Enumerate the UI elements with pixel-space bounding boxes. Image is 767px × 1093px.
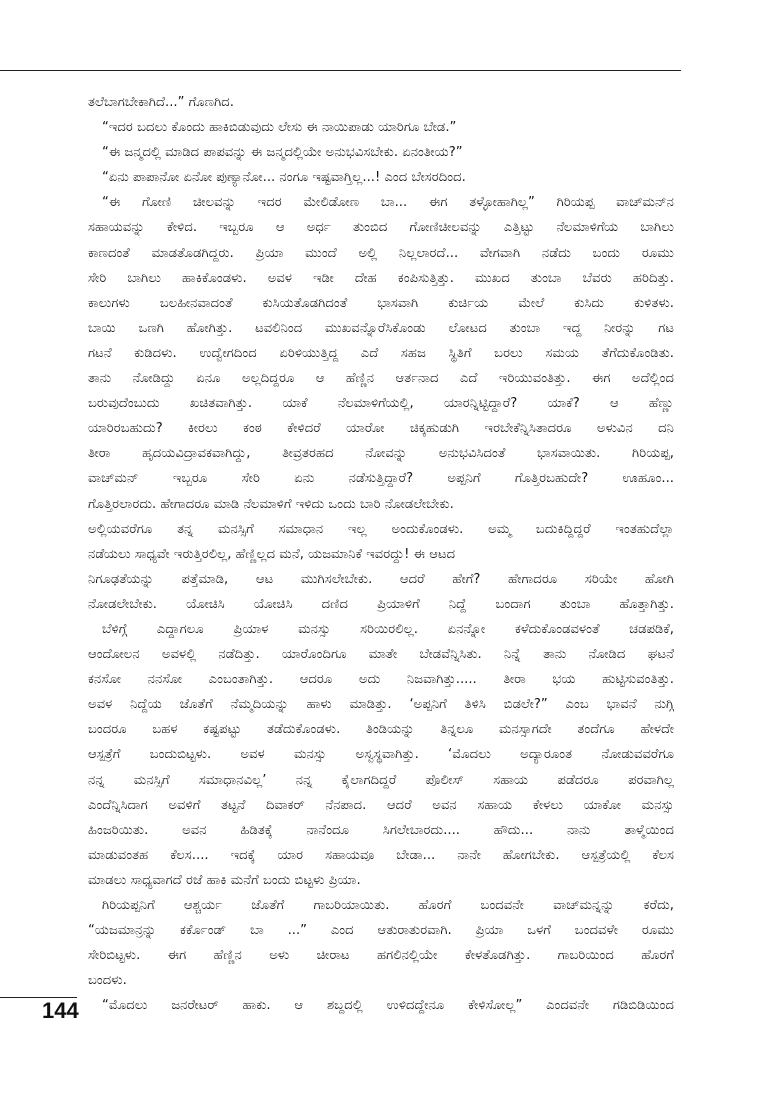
text-line: ನಿಗೂಢತೆಯನ್ನು ಪತ್ತೆಮಾಡಿ, ಆಟ ಮುಗಿಸಲೇಬೇಕು. ಆದರೆ ಹೇಗೆ? ಹೇಗಾದರೂ ಸರಿಯೇ ಹೋಗಿ	[88, 571, 674, 587]
text-line: ನೋಡಲೇಬೇಕು. ಯೋಚಿಸಿ ಯೋಚಿಸಿ ದಣಿದ ಪ್ರಿಯಾಳಿಗೆ ನಿದ್ದೆ ಬಂದಾಗ ತುಂಬಾ ಹೊತ್ತಾಗಿತ್ತು.	[88, 596, 674, 612]
text-line: ಗೊತ್ತಿರಲಾರದು. ಹೇಗಾದರೂ ಮಾಡಿ ನೆಲಮಾಳಿಗೆ ಇಳಿದು ಒಂದು ಬಾರಿ ನೋಡಲೇಬೇಕು.	[88, 496, 454, 512]
text-line: “ಯಜಮಾನ್ರನ್ನು ಕರ್ಕೊಂಡ್ ಬಾ ...” ಎಂದ ಆತುರಾತುರವಾಗಿ. ಪ್ರಿಯಾ ಒಳಗೆ ಬಂದವಳೇ ರೂಮು	[88, 923, 674, 939]
text-line: ಆಂದೋಲನ ಅವಳಲ್ಲಿ ನಡೆದಿತ್ತು. ಯಾರೊಂದಿಗೂ ಮಾತೇ ಬೇಡವೆನ್ನಿಸಿತು. ನಿನ್ನೆ ತಾನು ನೋಡಿದ ಘಟನೆ	[88, 647, 674, 663]
text-line: ಸಹಾಯವನ್ನು ಕೇಳಿದ. ಇಬ್ಬರೂ ಆ ಅರ್ಧ ತುಂಬಿದ ಗೋಣಿಚೀಲವನ್ನು ಎತ್ತಿಟ್ಟು ನೆಲಮಾಳಿಗೆಯ ಬಾಗಿಲು	[88, 220, 674, 236]
text-line: ಅಲ್ಲಿಯವರೆಗೂ ತನ್ನ ಮನಸ್ಸಿಗೆ ಸಮಾಧಾನ ಇಲ್ಲ ಅಂದುಕೊಂಡಳು. ಅಮ್ಮ ಬದುಕಿದ್ದಿದ್ದರೆ ಇಂತಹುದೆಲ್ಲಾ	[88, 521, 674, 537]
text-line: “ಮೊದಲು ಜನರೇಟರ್ ಹಾಕು. ಆ ಶಬ್ದದಲ್ಲಿ ಉಳಿದದ್ದೇನೂ ಕೇಳಿಸೋಲ್ಲ” ಎಂದವನೇ ಗಡಿಬಿಡಿಯಿಂದ	[102, 998, 674, 1014]
text-line: “ಇದರ ಬದಲು ಕೊಂದು ಹಾಕಿಬಿಡುವುದು ಲೇಸು ಈ ನಾಯಿಪಾಡು ಯಾರಿಗೂ ಬೇಡ.”	[102, 120, 457, 136]
text-line: “ಏನು ಪಾಪಾನೋ ಏನೋ ಪುಣ್ಯಾನೋ... ನಂಗೂ ಇಷ್ಟವಾಗ್ತಿಲ್ಲ...! ಎಂದ ಬೇಸರದಿಂದ.	[102, 170, 466, 186]
text-line: ಬೆಳಿಗ್ಗೆ ಎದ್ದಾಗಲೂ ಪ್ರಿಯಾಳ ಮನಸ್ಸು ಸರಿಯಿರಲಿಲ್ಲ. ಏನನ್ನೋ ಕಳೆದುಕೊಂಡವಳಂತೆ ಚಡಪಡಿಕೆ,	[102, 621, 674, 637]
text-line: ಬಂದಳು.	[88, 973, 127, 989]
text-line: ಬರುವುದೆಂಬುದು ಖಚಿತವಾಗಿತ್ತು. ಯಾಕೆ ನೆಲಮಾಳಿಗೆಯಲ್ಲಿ, ಯಾರನ್ನಿಟ್ಟಿದ್ದಾರೆ? ಯಾಕೆ? ಆ ಹೆಣ್ಣು	[88, 396, 674, 412]
text-line: ಕಾಲುಗಳು ಬಲಹೀನವಾದಂತೆ ಕುಸಿಯತೊಡಗಿದಂತೆ ಭಾಸವಾಗಿ ಕುರ್ಚಿಯ ಮೇಲೆ ಕುಸಿದು ಕುಳಿತಳು.	[88, 295, 674, 311]
text-line: “ಈ ಗೋಣಿ ಚೀಲವನ್ನು ಇದರ ಮೇಲಿಡೋಣ ಬಾ... ಈಗ ತಳ್ಳೋಹಾಗಿಲ್ಲ” ಗಿರಿಯಪ್ಪ ವಾಚ್‌ಮನ್‌ನ	[102, 195, 674, 211]
text-line: ಗಿರಿಯಪ್ಪನಿಗೆ ಆಶ್ಚರ್ಯ ಜೊತೆಗೆ ಗಾಬರಿಯಾಯಿತು. ಹೊರಗೆ ಬಂದವನೇ ವಾಚ್‌ಮನ್ನನ್ನು ಕರೆದು,	[102, 898, 674, 913]
text-line: ನನ್ನ ಮನಸ್ಸಿಗೆ ಸಮಾಧಾನವಿಲ್ಲ’ ನನ್ನ ಕೈಲಾಗದಿದ್ದರೆ ಪೊಲೀಸ್ ಸಹಾಯ ಪಡೆದರೂ ಪರವಾಗಿಲ್ಲ	[88, 772, 674, 788]
page-number: 144	[42, 998, 79, 1023]
header-rule	[0, 70, 681, 71]
text-line: ತಲೆಬಾಗಬೇಕಾಗಿದೆ...” ಗೊಣಗಿದ.	[88, 95, 234, 110]
text-line: ತೀರಾ ಹೃದಯವಿದ್ರಾವಕವಾಗಿದ್ದು, ತೀವ್ರತರಹದ ನೋವನ್ನು ಅನುಭವಿಸಿದಂತೆ ಭಾಸವಾಯಿತು. ಗಿರಿಯಪ್ಪ,	[88, 446, 674, 462]
text-line: ಬಾಯಿ ಒಣಗಿ ಹೋಗಿತ್ತು. ಟವಲಿನಿಂದ ಮುಖವನ್ನೊರೆಸಿಕೊಂಡು ಲೋಟದ ತುಂಬಾ ಇದ್ದ ನೀರನ್ನು ಗಟ	[88, 320, 674, 336]
text-line: ಕಾಣದಂತೆ ಮಾಡತೊಡಗಿದ್ದರು. ಪ್ರಿಯಾ ಮುಂದೆ ಅಲ್ಲಿ ನಿಲ್ಲಲಾರದೆ... ವೇಗವಾಗಿ ನಡೆದು ಬಂದು ರೂಮು	[88, 245, 674, 261]
body-text	[88, 90, 674, 1018]
text-line: ಸೇರಿ ಬಾಗಿಲು ಹಾಕಿಕೊಂಡಳು. ಅವಳ ಇಡೀ ದೇಹ ಕಂಪಿಸುತ್ತಿತ್ತು. ಮುಖದ ತುಂಬಾ ಬೆವರು ಹರಿದಿತ್ತು.	[88, 270, 674, 286]
text-line: ಎಂದೆನ್ನಿಸಿದಾಗ ಅವಳಿಗೆ ತಟ್ಟನೆ ದಿವಾಕರ್ ನೆನಪಾದ. ಆದರೆ ಅವನ ಸಹಾಯ ಕೇಳಲು ಯಾಕೋ ಮನಸ್ಸು	[88, 797, 674, 813]
text-line: ವಾಚ್‌ಮನ್ ಇಬ್ಬರೂ ಸೇರಿ ಏನು ನಡೆಸುತ್ತಿದ್ದಾರೆ? ಅಪ್ಪನಿಗೆ ಗೊತ್ತಿರಬಹುದೇ? ಊಹೂಂ...	[88, 471, 674, 487]
text-line: ಬಂದರೂ ಬಹಳ ಕಷ್ಟಪಟ್ಟು ತಡೆದುಕೊಂಡಳು. ತಿಂಡಿಯನ್ನು ತಿನ್ನಲೂ ಮನಸ್ಸಾಗದೇ ತಂದೆಗೂ ಹೇಳದೇ	[88, 722, 674, 738]
text-line: ಯಾರಿರಬಹುದು? ಕೀರಲು ಕಂಠ ಕೇಳಿದರೆ ಯಾರೋ ಚಿಕ್ಕಹುಡುಗಿ ಇರಬೇಕೆನ್ನಿಸಿತಾದರೂ ಅಳುವಿನ ದನಿ	[88, 421, 674, 437]
text-line: ಅವಳ ನಿದ್ದೆಯ ಜೊತೆಗೆ ನೆಮ್ಮದಿಯನ್ನು ಹಾಳು ಮಾಡಿತ್ತು. ‘ಅಪ್ಪನಿಗೆ ತಿಳಿಸಿ ಬಿಡಲೇ?” ಎಂಬ ಭಾವನೆ ನುಗ್ಗಿ	[88, 697, 674, 713]
text-line: ಮಾಡುವಂತಹ ಕೆಲಸ.... ಇದಕ್ಕೆ ಯಾರ ಸಹಾಯವೂ ಬೇಡಾ... ನಾನೇ ಹೋಗಬೇಕು. ಆಸ್ಪತ್ರೆಯಲ್ಲಿ ಕೆಲಸ	[88, 847, 674, 863]
text-line: ಹಿಂಜರಿಯಿತು. ಅವನ ಹಿಡಿತಕ್ಕೆ ನಾನೆಂದೂ ಸಿಗಲೇಬಾರದು.... ಹೌದು... ನಾನು ತಾಳ್ಮೆಯಿಂದ	[88, 822, 674, 838]
text-line: ಮಾಡಲು ಸಾಧ್ಯವಾಗದೆ ರಜೆ ಹಾಕಿ ಮನೆಗೆ ಬಂದು ಬಿಟ್ಟಳು ಪ್ರಿಯಾ.	[88, 872, 361, 888]
text-line: ಆಸ್ಪತ್ರೆಗೆ ಬಂದುಬಿಟ್ಟಳು. ಅವಳ ಮನಸ್ಸು ಅಸ್ವಸ್ಥವಾಗಿತ್ತು. ‘ಮೊದಲು ಅದ್ಯಾರೂಂತ ನೋಡುವವರೆಗೂ	[88, 747, 674, 763]
text-line: ಸೇರಿಬಿಟ್ಟಳು. ಈಗ ಹೆಣ್ಣಿನ ಅಳು ಚೀರಾಟ ಹಗಲಿನಲ್ಲಿಯೇ ಕೇಳತೊಡಗಿತ್ತು. ಗಾಬರಿಯಿಂದ ಹೊರಗೆ	[88, 948, 674, 964]
text-line: ಗಟನೆ ಕುಡಿದಳು. ಉದ್ವೇಗದಿಂದ ಏರಿಳಿಯುತ್ತಿದ್ದ ಎದೆ ಸಹಜ ಸ್ಥಿತಿಗೆ ಬರಲು ಸಮಯ ತೆಗೆದುಕೊಂಡಿತು.	[88, 345, 674, 361]
text-line: ಕನಸೋ ನನಸೋ ಎಂಬಂತಾಗಿತ್ತು. ಆದರೂ ಅದು ನಿಜವಾಗಿತ್ತು..... ತೀರಾ ಭಯ ಹುಟ್ಟಿಸುವಂತಿತ್ತು.	[88, 672, 674, 688]
text-line: ನಡೆಯಲು ಸಾಧ್ಯವೇ ಇರುತ್ತಿರಲಿಲ್ಲ, ಹೆಣ್ಣಿಲ್ಲದ ಮನೆ, ಯಜಮಾನಿಕೆ ಇವರದ್ದು! ಈ ಆಟದ	[88, 546, 456, 562]
text-line: “ಈ ಜನ್ಮದಲ್ಲಿ ಮಾಡಿದ ಪಾಪವನ್ನು ಈ ಜನ್ಮದಲ್ಲಿಯೇ ಅನುಭವಿಸಬೇಕು. ಏನಂತೀಯ?”	[102, 145, 463, 161]
text-line: ತಾನು ನೋಡಿದ್ದು ಏನೂ ಅಲ್ಲದಿದ್ದರೂ ಆ ಹೆಣ್ಣಿನ ಆರ್ತನಾದ ಎದೆ ಇರಿಯುವಂತಿತ್ತು. ಈಗ ಅದೆಲ್ಲಿಂದ	[88, 371, 674, 387]
